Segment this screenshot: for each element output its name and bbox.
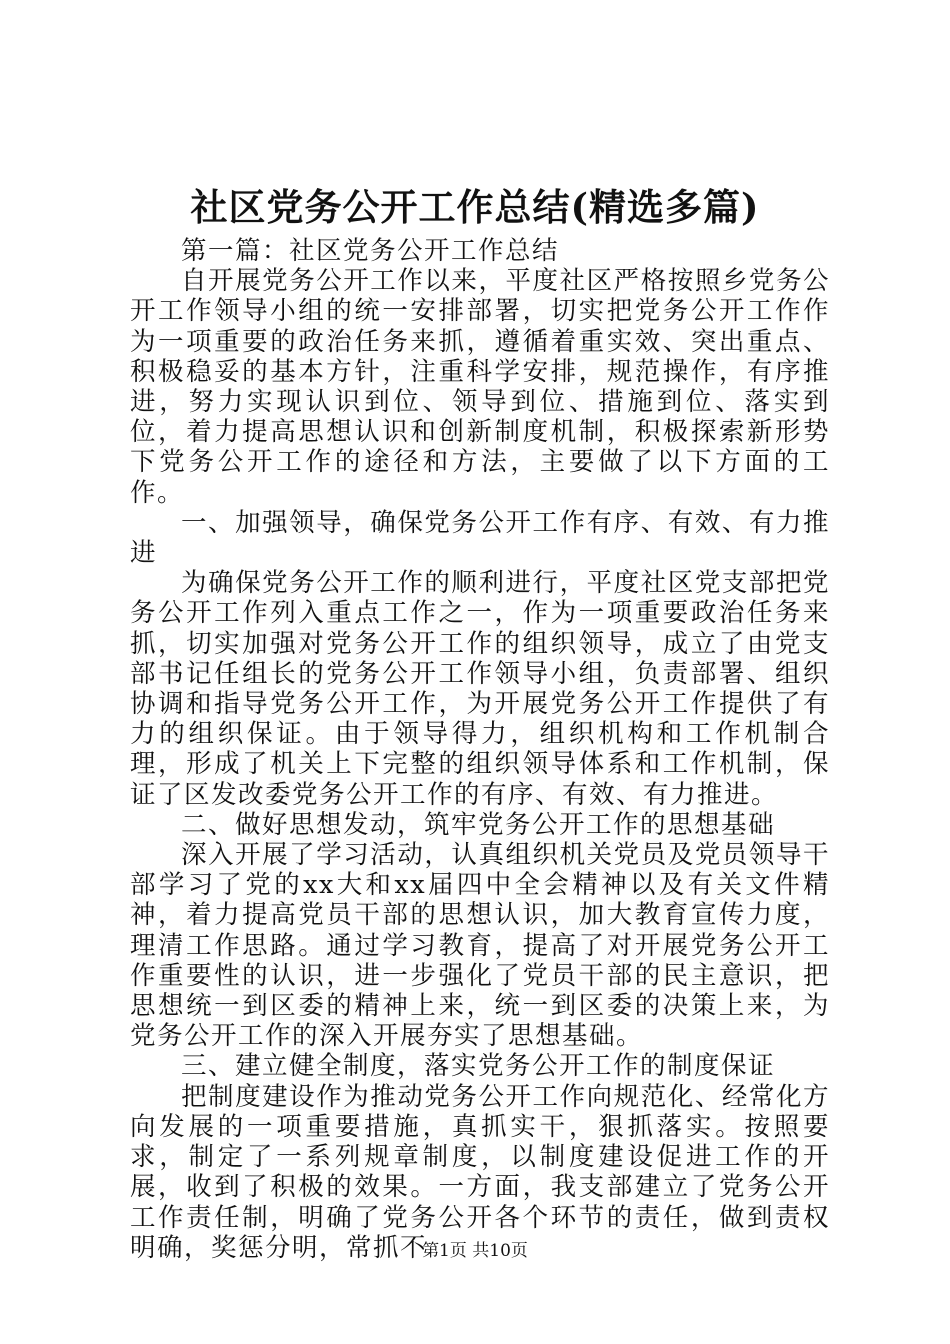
document-body bbox=[130, 236, 830, 1263]
body-paragraph: 把制度建设作为推动党务公开工作向规范化、经常化方向发展的一项重要措施，真抓实干，狠抓落实。按照要求，制定了一系列规章制度，以制度建设促进工作的开展，收到了积极的效果。一方面，我支部建立了党务公开工作责任制，明确了党务公开各个环节的责任，做到责权明确，奖惩分明，常抓不 bbox=[130, 1081, 830, 1263]
section-heading: 二、做好思想发动，筑牢党务公开工作的思想基础 bbox=[181, 809, 776, 840]
body-paragraph: 自开展党务公开工作以来，平度社区严格按照乡党务公开工作领导小组的统一安排部署，切实把党务公开工作作为一项重要的政治任务来抓，遵循着重实效、突出重点、积极稳妥的基本方针，注重科学安排，规范操作，有序推进，努力实现认识到位、领导到位、措施到位、落实到位，着力提高思想认识和创新制度机制，积极探索新形势下党务公开工作的途径和方法，主要做了以下方面的工作。 bbox=[130, 266, 830, 508]
body-paragraph: 为确保党务公开工作的顺利进行，平度社区党支部把党务公开工作列入重点工作之一，作为一项重要政治任务来抓，切实加强对党务公开工作的组织领导，成立了由党支部书记任组长的党务公开工作领导小组，负责部署、组织协调和指导党务公开工作，为开展党务公开工作提供了有力的组织保证。由于领导得力，组织机构和工作机制合理，形成了机关上下完整的组织领导体系和工作机制，保证了区发改委党务公开工作的有序、有效、有力推进。 bbox=[130, 568, 830, 810]
document-title: 社区党务公开工作总结(精选多篇) bbox=[190, 185, 760, 229]
section-heading: 一、加强领导，确保党务公开工作有序、有效、有力推进 bbox=[130, 507, 830, 569]
section-heading: 三、建立健全制度，落实党务公开工作的制度保证 bbox=[181, 1051, 776, 1082]
body-paragraph: 深入开展了学习活动，认真组织机关党员及党员领导干部学习了党的xx大和xx届四中全会精神以及有关文件精神，着力提高党员干部的思想认识，加大教育宣传力度，理清工作思路。通过学习教育，提高了对开展党务公开工作重要性的认识，进一步强化了党员干部的民主意识，把思想统一到区委的精神上来，统一到区委的决策上来，为党务公开工作的深入开展夯实了思想基础。 bbox=[130, 840, 830, 1052]
page-footer: 第1页 共10页 bbox=[422, 1241, 528, 1261]
section-heading: 第一篇：社区党务公开工作总结 bbox=[181, 236, 560, 266]
